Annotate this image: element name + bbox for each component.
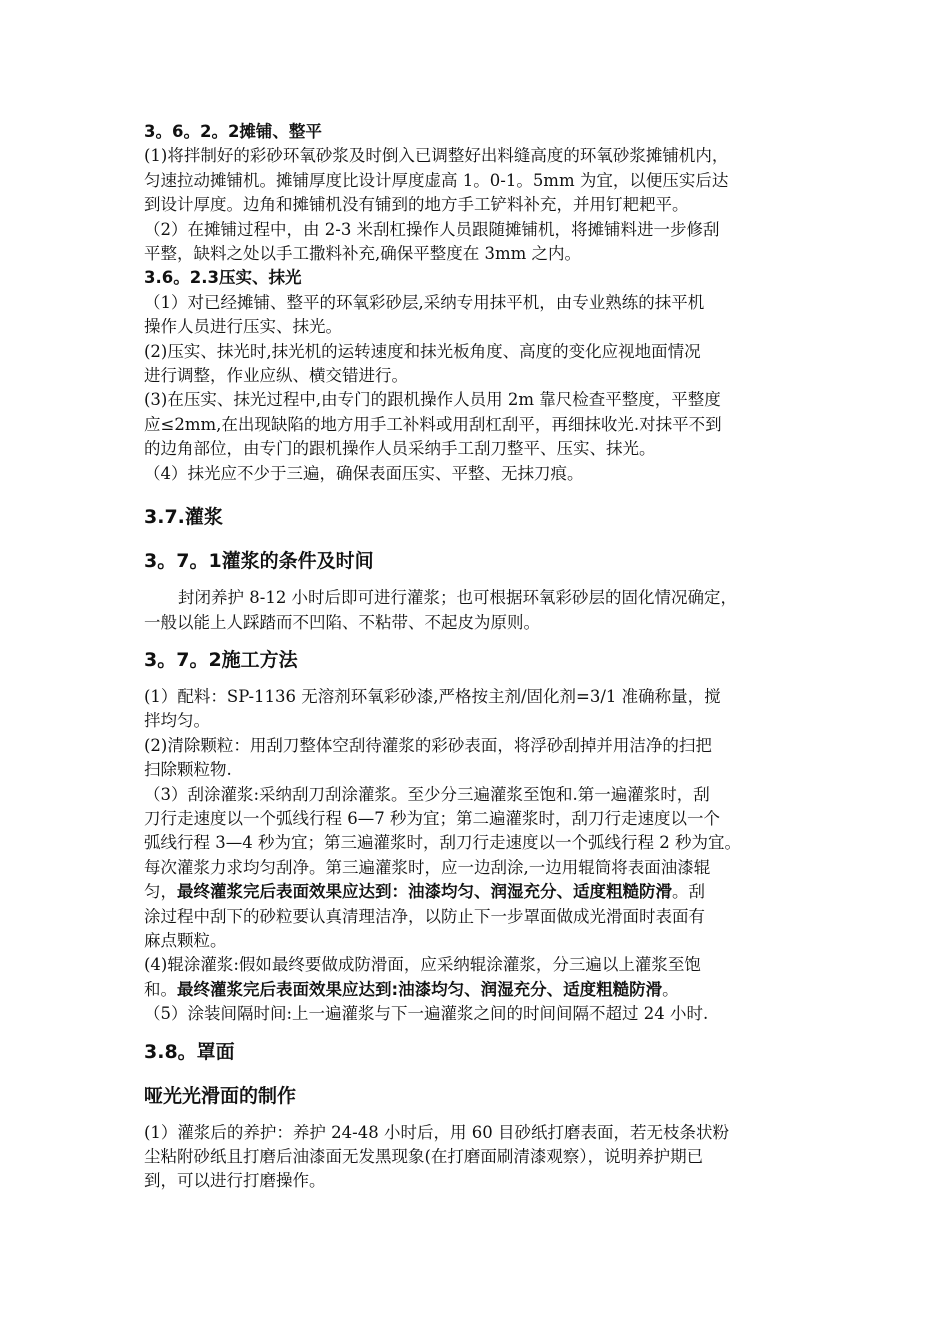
text-segment: 匀， [144, 882, 177, 902]
text-line: 封闭养护 8-12 小时后即可进行灌浆；也可根据环氧彩砂层的固化情况确定， [178, 588, 738, 608]
section-heading-38: 3.8。罩面 [144, 1040, 235, 1063]
text-line: (1）配料：SP-1136 无溶剂环氧彩砂漆,严格按主剂/固化剂=3/1 准确称量，搅 [144, 686, 721, 706]
text-line: 麻点颗粒。 [144, 930, 227, 950]
bold-emphasis: 最终灌浆完后表面效果应达到：油漆均匀、润湿充分、适度粗糙防滑 [177, 882, 672, 902]
text-line: (1)将拌制好的彩砂环氧砂浆及时倒入已调整好出料缝高度的环氧砂浆摊铺机内， [144, 146, 729, 166]
paragraph-372 [144, 685, 824, 1027]
text-line: 每次灌浆力求均匀刮净。第三遍灌浆时，应一边刮涂,一边用辊筒将表面油漆辊 [144, 857, 711, 877]
text-line: 拌均匀。 [144, 711, 210, 731]
bold-emphasis: 最终灌浆完后表面效果应达到:油漆均匀、润湿充分、适度粗糙防滑 [177, 979, 663, 999]
paragraph-371 [144, 586, 824, 635]
text-line [144, 978, 824, 1002]
text-line: 尘粘附砂纸且打磨后油漆面无发黑现象(在打磨面刷清漆观察），说明养护期已 [144, 1147, 704, 1166]
text-line: 进行调整，作业应纵、横交错进行。 [144, 366, 408, 386]
paragraph-matte [144, 1121, 824, 1194]
text-line: (2)压实、抹光时,抹光机的运转速度和抹光板角度、高度的变化应视地面情况 [144, 341, 701, 361]
text-line: 涂过程中刮下的砂粒要认真清理洁净，以防止下一步罩面做成光滑面时表面有 [144, 906, 705, 926]
text-segment: 。刮 [672, 882, 705, 902]
text-line: （4）抹光应不少于三遍，确保表面压实、平整、无抹刀痕。 [144, 463, 584, 483]
section-heading-matte: 哑光光滑面的制作 [144, 1084, 297, 1107]
text-line: 的边角部位，由专门的跟机操作人员采纳手工刮刀整平、压实、抹光。 [144, 439, 656, 459]
text-line: 弧线行程 3—4 秒为宜；第三遍灌浆时，刮刀行走速度以一个弧线行程 2 秒为宜。 [144, 833, 741, 853]
text-line: 应≤2mm,在出现缺陷的地方用手工补料或用刮杠刮平，再细抹收光.对抹平不到 [144, 414, 722, 434]
text-line: 平整，缺料之处以手工撒料补充,确保平整度在 3mm 之内。 [144, 244, 582, 264]
text-line: 到，可以进行打磨操作。 [144, 1171, 326, 1191]
section-heading-3623: 3.6。2.3压实、抹光 [144, 268, 302, 288]
text-line: （5）涂装间隔时间:上一遍灌浆与下一遍灌浆之间的时间间隔不超过 24 小时. [144, 1004, 709, 1024]
text-line: 操作人员进行压实、抹光。 [144, 317, 342, 337]
text-line: （1）对已经摊铺、整平的环氧彩砂层,采纳专用抹平机，由专业熟练的抹平机 [144, 292, 705, 312]
section-heading-37: 3.7.灌浆 [144, 506, 223, 529]
text-line: 扫除颗粒物. [144, 760, 232, 780]
text-line: （3）刮涂灌浆:采纳刮刀刮涂灌浆。至少分三遍灌浆至饱和.第一遍灌浆时，刮 [144, 784, 710, 804]
document-page [144, 120, 824, 1194]
section-heading-372: 3。7。2施工方法 [144, 648, 298, 671]
text-line: 匀速拉动摊铺机。摊铺厚度比设计厚度虚高 1。0-1。5mm 为宜，以便压实后达 [144, 170, 729, 190]
text-segment: 。 [662, 979, 679, 999]
text-line: (1）灌浆后的养护：养护 24-48 小时后，用 60 目砂纸打磨表面，若无枝条状粉 [144, 1122, 729, 1142]
section-heading-371: 3。7。1灌浆的条件及时间 [144, 550, 374, 573]
text-line: 到设计厚度。边角和摊铺机没有铺到的地方手工铲料补充，并用钉耙耙平。 [144, 195, 689, 215]
text-line: (4)辊涂灌浆:假如最终要做成防滑面，应采纳辊涂灌浆，分三遍以上灌浆至饱 [144, 955, 701, 975]
text-line: (2)清除颗粒：用刮刀整体空刮待灌浆的彩砂表面，将浮砂刮掉并用洁净的扫把 [144, 735, 712, 755]
paragraph-3622 [144, 144, 824, 266]
text-line: 刀行走速度以一个弧线行程 6—7 秒为宜；第二遍灌浆时，刮刀行走速度以一个 [144, 808, 720, 828]
paragraph-3623 [144, 291, 824, 486]
text-line: (3)在压实、抹光过程中,由专门的跟机操作人员用 2m 靠尺检查平整度，平整度 [144, 390, 721, 410]
section-heading-3622: 3。6。2。2摊铺、整平 [144, 122, 322, 141]
text-segment: 和。 [144, 979, 177, 999]
text-line [144, 880, 824, 904]
text-line: 一般以能上人踩踏而不凹陷、不粘带、不起皮为原则。 [144, 612, 540, 632]
text-line: （2）在摊铺过程中，由 2-3 米刮杠操作人员跟随摊铺机，将摊铺料进一步修刮 [144, 219, 720, 239]
